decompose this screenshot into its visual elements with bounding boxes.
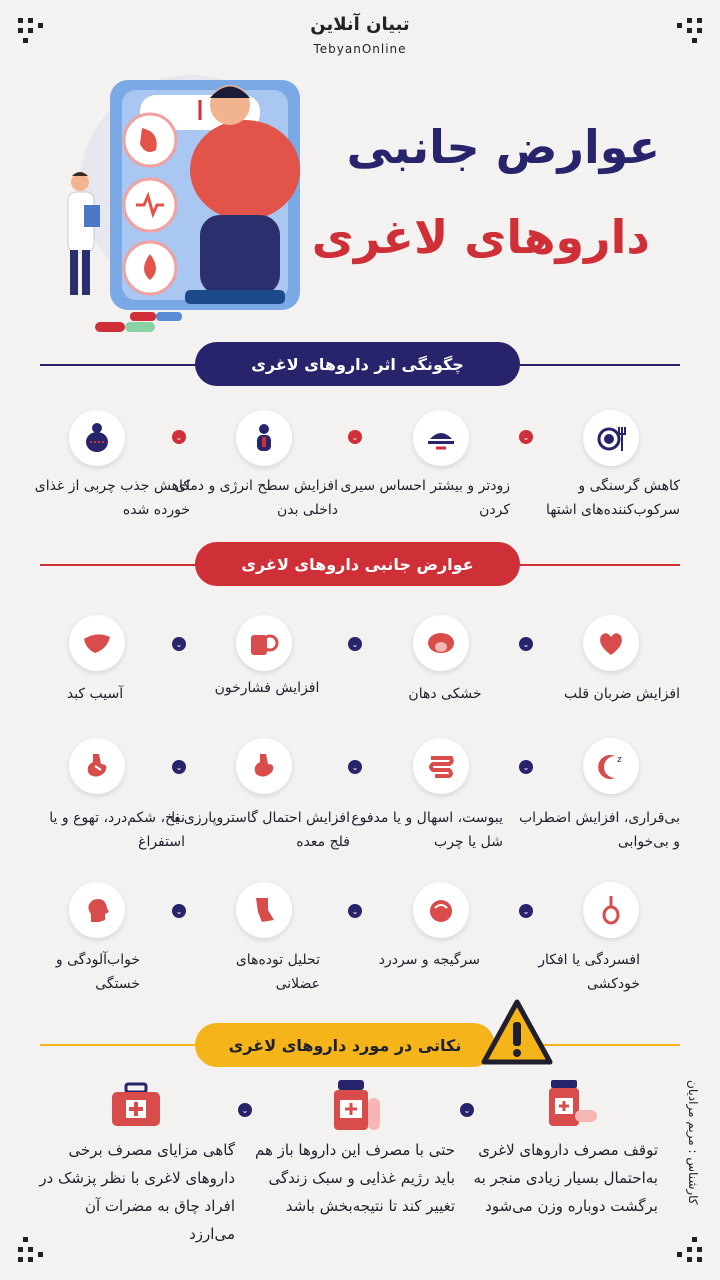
side-effect-text-12: خواب‌آلودگی و خستگی <box>55 952 140 992</box>
stomach-pain-icon <box>69 738 125 794</box>
heart-icon <box>583 615 639 671</box>
corner-ornament-top-left <box>18 18 44 44</box>
body-thermometer-icon <box>236 410 292 466</box>
side-effect-text-9: افسردگی یا افکار خودکشی <box>538 952 640 992</box>
logo-english: TebyanOnline <box>313 42 407 56</box>
svg-text:z: z <box>617 755 622 765</box>
section-heading-side-effects: عوارض جانبی داروهای لاغری <box>195 542 520 586</box>
separator-dot: ⌄ <box>348 904 362 918</box>
separator-dot: ⌄ <box>519 637 533 651</box>
stomach-icon <box>236 738 292 794</box>
muscle-icon <box>236 882 292 938</box>
side-effect-text-3: افزایش فشارخون <box>214 680 320 696</box>
side-effect-text-4: آسیب کبد <box>66 686 124 702</box>
corner-ornament-bottom-right <box>676 1236 702 1262</box>
mechanism-text-3: افزایش سطح انرژی و دمای داخلی بدن <box>175 478 338 518</box>
separator-dot: ⌄ <box>519 904 533 918</box>
side-effect-text-8: نفخ، شکم‌درد، تهوع و یا استفراغ <box>49 810 185 850</box>
noose-icon <box>583 882 639 938</box>
author-credit: کارشناس : مریم مرادیان <box>686 1080 700 1205</box>
separator-dot: ⌄ <box>172 760 186 774</box>
section-heading-mechanism: چگونگی اثر داروهای لاغری <box>195 342 520 386</box>
covered-dish-icon <box>413 410 469 466</box>
first-aid-kit-icon <box>110 1082 162 1130</box>
side-effect-text-7: افزایش احتمال گاستروپارزی یا فلج معده <box>171 810 350 850</box>
mechanism-text-2: زودتر و بیشتر احساس سیری کردن <box>340 478 510 518</box>
warning-icon <box>480 998 554 1068</box>
tip-text-3: گاهی مزایای مصرف برخی داروهای لاغری با نظر پزشک در افراد چاق به مضرات آن می‌ارزد <box>39 1141 235 1243</box>
moon-sleep-icon <box>583 738 639 794</box>
mouth-icon <box>413 615 469 671</box>
liver-icon <box>69 615 125 671</box>
separator-dot: ⌄ <box>172 904 186 918</box>
separator-dot: ⌄ <box>348 760 362 774</box>
side-effect-text-10: سرگیجه و سردرد <box>378 952 480 968</box>
tip-text-2: حتی با مصرف این داروها باز هم باید رژیم غذایی و سبک زندگی تغییر کند تا نتیجه‌بخش باشد <box>255 1141 455 1215</box>
corner-ornament-top-right <box>676 18 702 44</box>
mechanism-text-1: کاهش گرسنگی و سرکوب‌کننده‌های اشتها <box>546 478 680 518</box>
pill-bottle-icon <box>545 1078 599 1130</box>
side-effect-text-2: خشکی دهان <box>408 686 482 702</box>
blood-pressure-icon <box>236 615 292 671</box>
tip-text-1: توقف مصرف داروهای لاغری به‌احتمال بسیار زیادی منجر به برگشت دوباره وزن می‌شود <box>473 1141 658 1215</box>
sleepy-head-icon <box>69 882 125 938</box>
side-effect-text-1: افزایش ضربان قلب <box>564 686 680 702</box>
main-title-line2: داروهای لاغری <box>311 210 650 264</box>
scale-illustration <box>50 70 310 340</box>
side-effect-text-11: تحلیل توده‌های عضلانی <box>235 952 320 992</box>
intestine-icon <box>413 738 469 794</box>
mechanism-text-4: کاهش جذب چربی از غذای خورده شده <box>34 478 190 518</box>
main-title-line1: عوارض جانبی <box>346 120 660 174</box>
side-effect-text-6: یبوست، اسهال و یا مدفوع شل یا چرب <box>351 810 503 850</box>
separator-dot: ⌄ <box>238 1103 252 1117</box>
separator-dot: ⌄ <box>172 637 186 651</box>
separator-dot: ⌄ <box>172 430 186 444</box>
separator-dot: ⌄ <box>348 637 362 651</box>
separator-dot: ⌄ <box>348 430 362 444</box>
side-effect-text-5: بی‌قراری، افزایش اضطراب و بی‌خوابی <box>518 810 680 850</box>
section-heading-tips: نکاتی در مورد داروهای لاغری <box>195 1023 495 1067</box>
dizzy-head-icon <box>413 882 469 938</box>
logo-persian: تبیان آنلاین <box>310 14 410 35</box>
separator-dot: ⌄ <box>519 430 533 444</box>
separator-dot: ⌄ <box>460 1103 474 1117</box>
plate-fork-icon <box>583 410 639 466</box>
separator-dot: ⌄ <box>519 760 533 774</box>
fat-body-icon <box>69 410 125 466</box>
medicine-jar-icon <box>332 1078 382 1134</box>
